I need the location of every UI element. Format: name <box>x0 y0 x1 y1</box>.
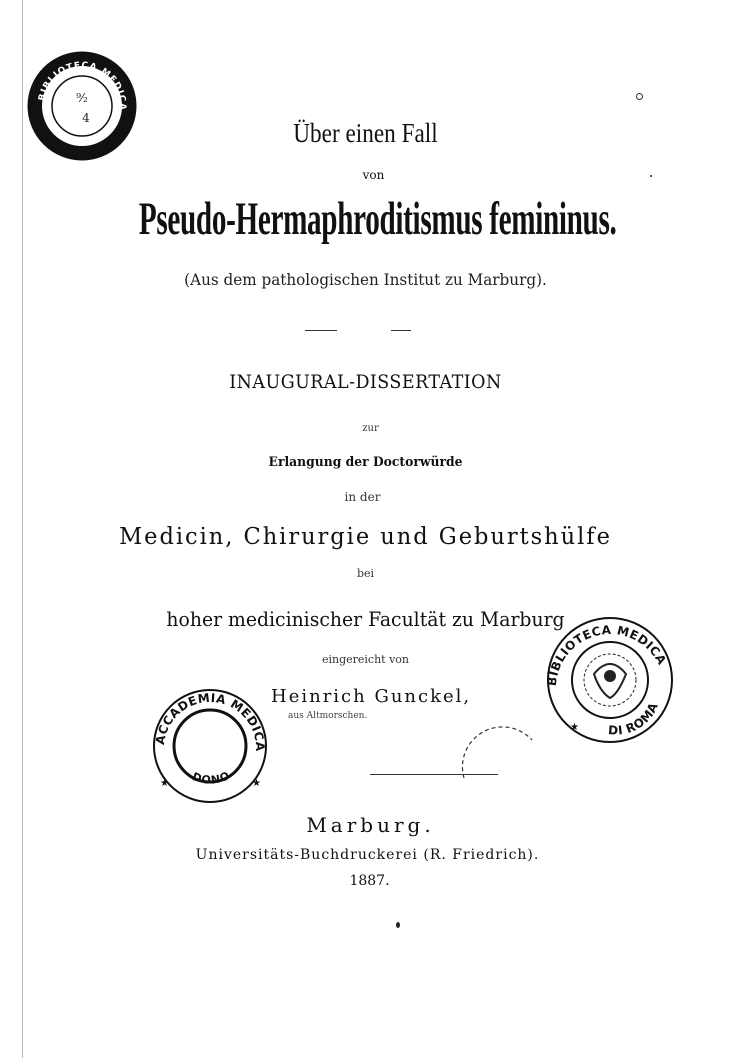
separator-dash-right <box>391 330 411 331</box>
scan-speck <box>396 922 400 928</box>
author-name: Heinrich Gunckel, <box>271 686 472 707</box>
imprint-printer: Universitäts-Buchdruckerei (R. Friedrich). <box>195 847 540 863</box>
erlangung-line: Erlangung der Doctorwürde <box>268 455 463 470</box>
biblioteca-stamp-bottom-text: DI ROMA <box>607 700 661 738</box>
imprint-rule <box>370 774 498 775</box>
accademia-medica-stamp <box>146 686 274 806</box>
faint-stamp-ring <box>458 720 538 780</box>
dissertation-heading: INAUGURAL-DISSERTATION <box>229 371 502 393</box>
stamp-shelf-number: 4 <box>82 111 90 125</box>
scan-speck <box>636 93 643 100</box>
main-title: Pseudo-Hermaphroditismus femininus. <box>138 193 617 245</box>
in-der-line: in der <box>344 490 381 504</box>
title-von: von <box>362 168 385 182</box>
fields-line: Medicin, Chirurgie und Geburtshülfe <box>119 524 612 550</box>
separator-dash-left <box>305 330 337 331</box>
accademia-stamp-bottom-text: DONO <box>190 768 233 787</box>
zur-line: zur <box>362 423 379 434</box>
faculty-line: hoher medicinischer Facultät zu Marburg <box>166 607 565 631</box>
institute-line: (Aus dem pathologischen Institut zu Marburg). <box>184 270 547 289</box>
imprint-place: Marburg. <box>306 813 435 837</box>
stamp-shelf-mark: ⁹⁄₂ <box>76 91 88 105</box>
bei-line: bei <box>356 567 375 580</box>
star-glyph: ★ <box>570 722 579 733</box>
biblioteca-roma-stamp <box>542 614 678 744</box>
biblioteca-stamp-text: BIBLIOTECA MEDICA <box>544 622 670 687</box>
title-line-1: Über einen Fall <box>293 118 438 148</box>
stamp-text-top-left: BIBLIOTECA MEDICA <box>37 60 128 112</box>
eingereicht-line: eingereicht von <box>321 653 410 666</box>
author-origin: aus Altmorschen. <box>288 711 368 721</box>
star-glyph: ★ <box>252 778 261 789</box>
star-glyph: ★ <box>160 778 169 789</box>
accademia-stamp-text: ACCADEMIA MEDICA <box>152 690 268 752</box>
imprint-year: 1887. <box>349 873 390 889</box>
